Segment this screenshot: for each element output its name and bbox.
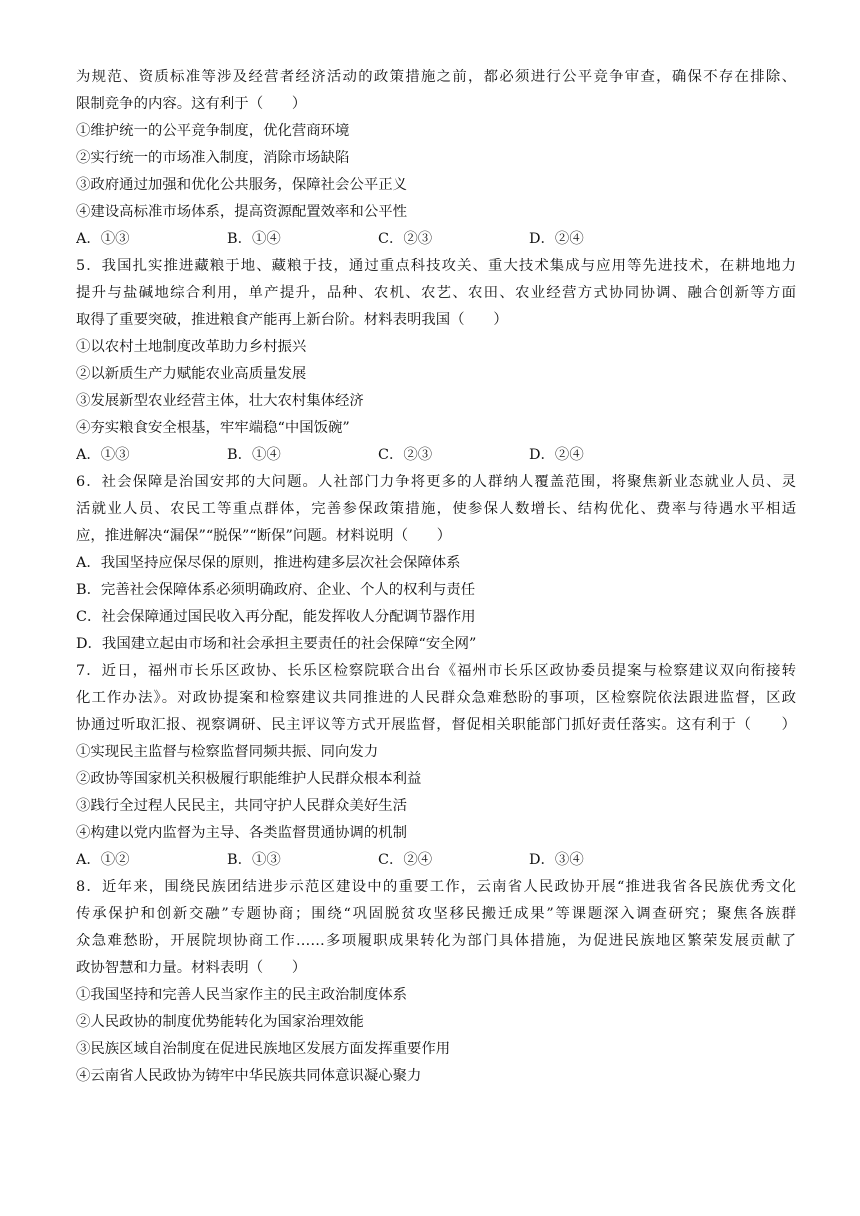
exam-page xyxy=(76,64,796,1090)
statement-option: ④夯实粮食安全根基，牢牢端稳“中国饭碗” xyxy=(76,420,350,436)
question-stem-line: 活就业人员、农民工等重点群体，完善参保政策措施，使参保人数增长、结构优化、费率与待遇水平相适 xyxy=(76,501,796,517)
question-stem-line: 众急难愁盼，开展院坝协商工作……多项履职成果转化为部门具体措施，为促进民族地区繁荣发展贡献了 xyxy=(76,933,796,949)
statement-option: ②以新质生产力赋能农业高质量发展 xyxy=(76,366,307,382)
answer-choice-a: A．①② xyxy=(76,852,130,868)
question-7 xyxy=(76,658,796,874)
question-stem-line: 7．近日，福州市长乐区政协、长乐区检察院联合出台《福州市长乐区政协委员提案与检察建议双向衔接转 xyxy=(76,663,796,679)
answer-choice-a: A．我国坚持应保尽保的原则，推进构建多层次社会保障体系 xyxy=(76,555,461,571)
statement-option: ①维护统一的公平竞争制度，优化营商环境 xyxy=(76,123,350,139)
answer-choice-c: C．②③ xyxy=(378,231,433,247)
question-4 xyxy=(76,64,796,253)
statement-option: ②政协等国家机关积极履行职能维护人民群众根本利益 xyxy=(76,771,422,787)
question-6 xyxy=(76,469,796,658)
answer-choices xyxy=(76,847,796,874)
answer-choice-a: A．①③ xyxy=(76,447,130,463)
answer-choice-b: B．①④ xyxy=(227,231,281,247)
question-stem-line: 传承保护和创新交融”专题协商；围绕“巩固脱贫攻坚移民搬迁成果”等课题深入调查研究；聚焦各族群 xyxy=(76,906,796,922)
statement-option: ③践行全过程人民民主，共同守护人民群众美好生活 xyxy=(76,798,407,814)
question-stem-line: 5．我国扎实推进藏粮于地、藏粮于技，通过重点科技攻关、重大技术集成与应用等先进技术，在耕地地力 xyxy=(76,258,796,274)
answer-choice-a: A．①③ xyxy=(76,231,130,247)
question-stem-line: 应，推进解决“漏保”“脱保”“断保”问题。材料说明（ ） xyxy=(76,528,452,544)
answer-choices xyxy=(76,226,796,253)
answer-choice-b: B．完善社会保障体系必须明确政府、企业、个人的权利与责任 xyxy=(76,582,476,598)
statement-option: ①以农村土地制度改革助力乡村振兴 xyxy=(76,339,307,355)
question-stem-line: 限制竞争的内容。这有利于（ ） xyxy=(76,96,307,112)
answer-choice-b: B．①④ xyxy=(227,447,281,463)
statement-option: ④建设高标准市场体系，提高资源配置效率和公平性 xyxy=(76,204,407,220)
statement-option: ④云南省人民政协为铸牢中华民族共同体意识凝心聚力 xyxy=(76,1068,422,1084)
question-stem-line: 8．近年来，围绕民族团结进步示范区建设中的重要工作，云南省人民政协开展“推进我省各民族优秀文化 xyxy=(76,879,796,895)
question-stem-line: 为规范、资质标准等涉及经营者经济活动的政策措施之前，都必须进行公平竞争审查，确保不存在排除、 xyxy=(76,69,796,85)
statement-option: ②实行统一的市场准入制度，消除市场缺陷 xyxy=(76,150,350,166)
question-5 xyxy=(76,253,796,469)
question-stem-line: 政协智慧和力量。材料表明（ ） xyxy=(76,960,307,976)
statement-option: ②人民政协的制度优势能转化为国家治理效能 xyxy=(76,1014,364,1030)
statement-option: ③发展新型农业经营主体，壮大农村集体经济 xyxy=(76,393,364,409)
question-stem-line: 取得了重要突破，推进粮食产能再上新台阶。材料表明我国（ ） xyxy=(76,312,508,328)
answer-choice-c: C．②④ xyxy=(378,852,433,868)
question-stem-line: 提升与盐碱地综合利用，单产提升，品种、农机、农艺、农田、农业经营方式协同协调、融合创新等方面 xyxy=(76,285,796,301)
question-8 xyxy=(76,874,796,1090)
answer-choice-d: D．我国建立起由市场和社会承担主要责任的社会保障“安全网” xyxy=(76,636,477,652)
answer-choice-d: D．③④ xyxy=(529,852,584,868)
answer-choice-c: C．②③ xyxy=(378,447,433,463)
statement-option: ③政府通过加强和优化公共服务，保障社会公平正义 xyxy=(76,177,407,193)
answer-choice-d: D．②④ xyxy=(529,231,584,247)
answer-choice-b: B．①③ xyxy=(227,852,281,868)
question-stem-line: 6．社会保障是治国安邦的大问题。人社部门力争将更多的人群纳人覆盖范围，将聚焦新业态就业人员、灵 xyxy=(76,474,796,490)
question-stem-line: 协通过听取汇报、视察调研、民主评议等方式开展监督，督促相关职能部门抓好责任落实。这有利于（ ） xyxy=(76,717,796,733)
statement-option: ④构建以党内监督为主导、各类监督贯通协调的机制 xyxy=(76,825,407,841)
statement-option: ①实现民主监督与检察监督同频共振、同向发力 xyxy=(76,744,379,760)
answer-choice-d: D．②④ xyxy=(529,447,584,463)
answer-choices xyxy=(76,442,796,469)
question-stem-line: 化工作办法》。对政协提案和检察建议共同推进的人民群众急难愁盼的事项，区检察院依法跟进监督，区政 xyxy=(76,690,796,706)
statement-option: ③民族区域自治制度在促进民族地区发展方面发挥重要作用 xyxy=(76,1041,451,1057)
answer-choice-c: C．社会保障通过国民收入再分配，能发挥收人分配调节器作用 xyxy=(76,609,476,625)
statement-option: ①我国坚持和完善人民当家作主的民主政治制度体系 xyxy=(76,987,407,1003)
